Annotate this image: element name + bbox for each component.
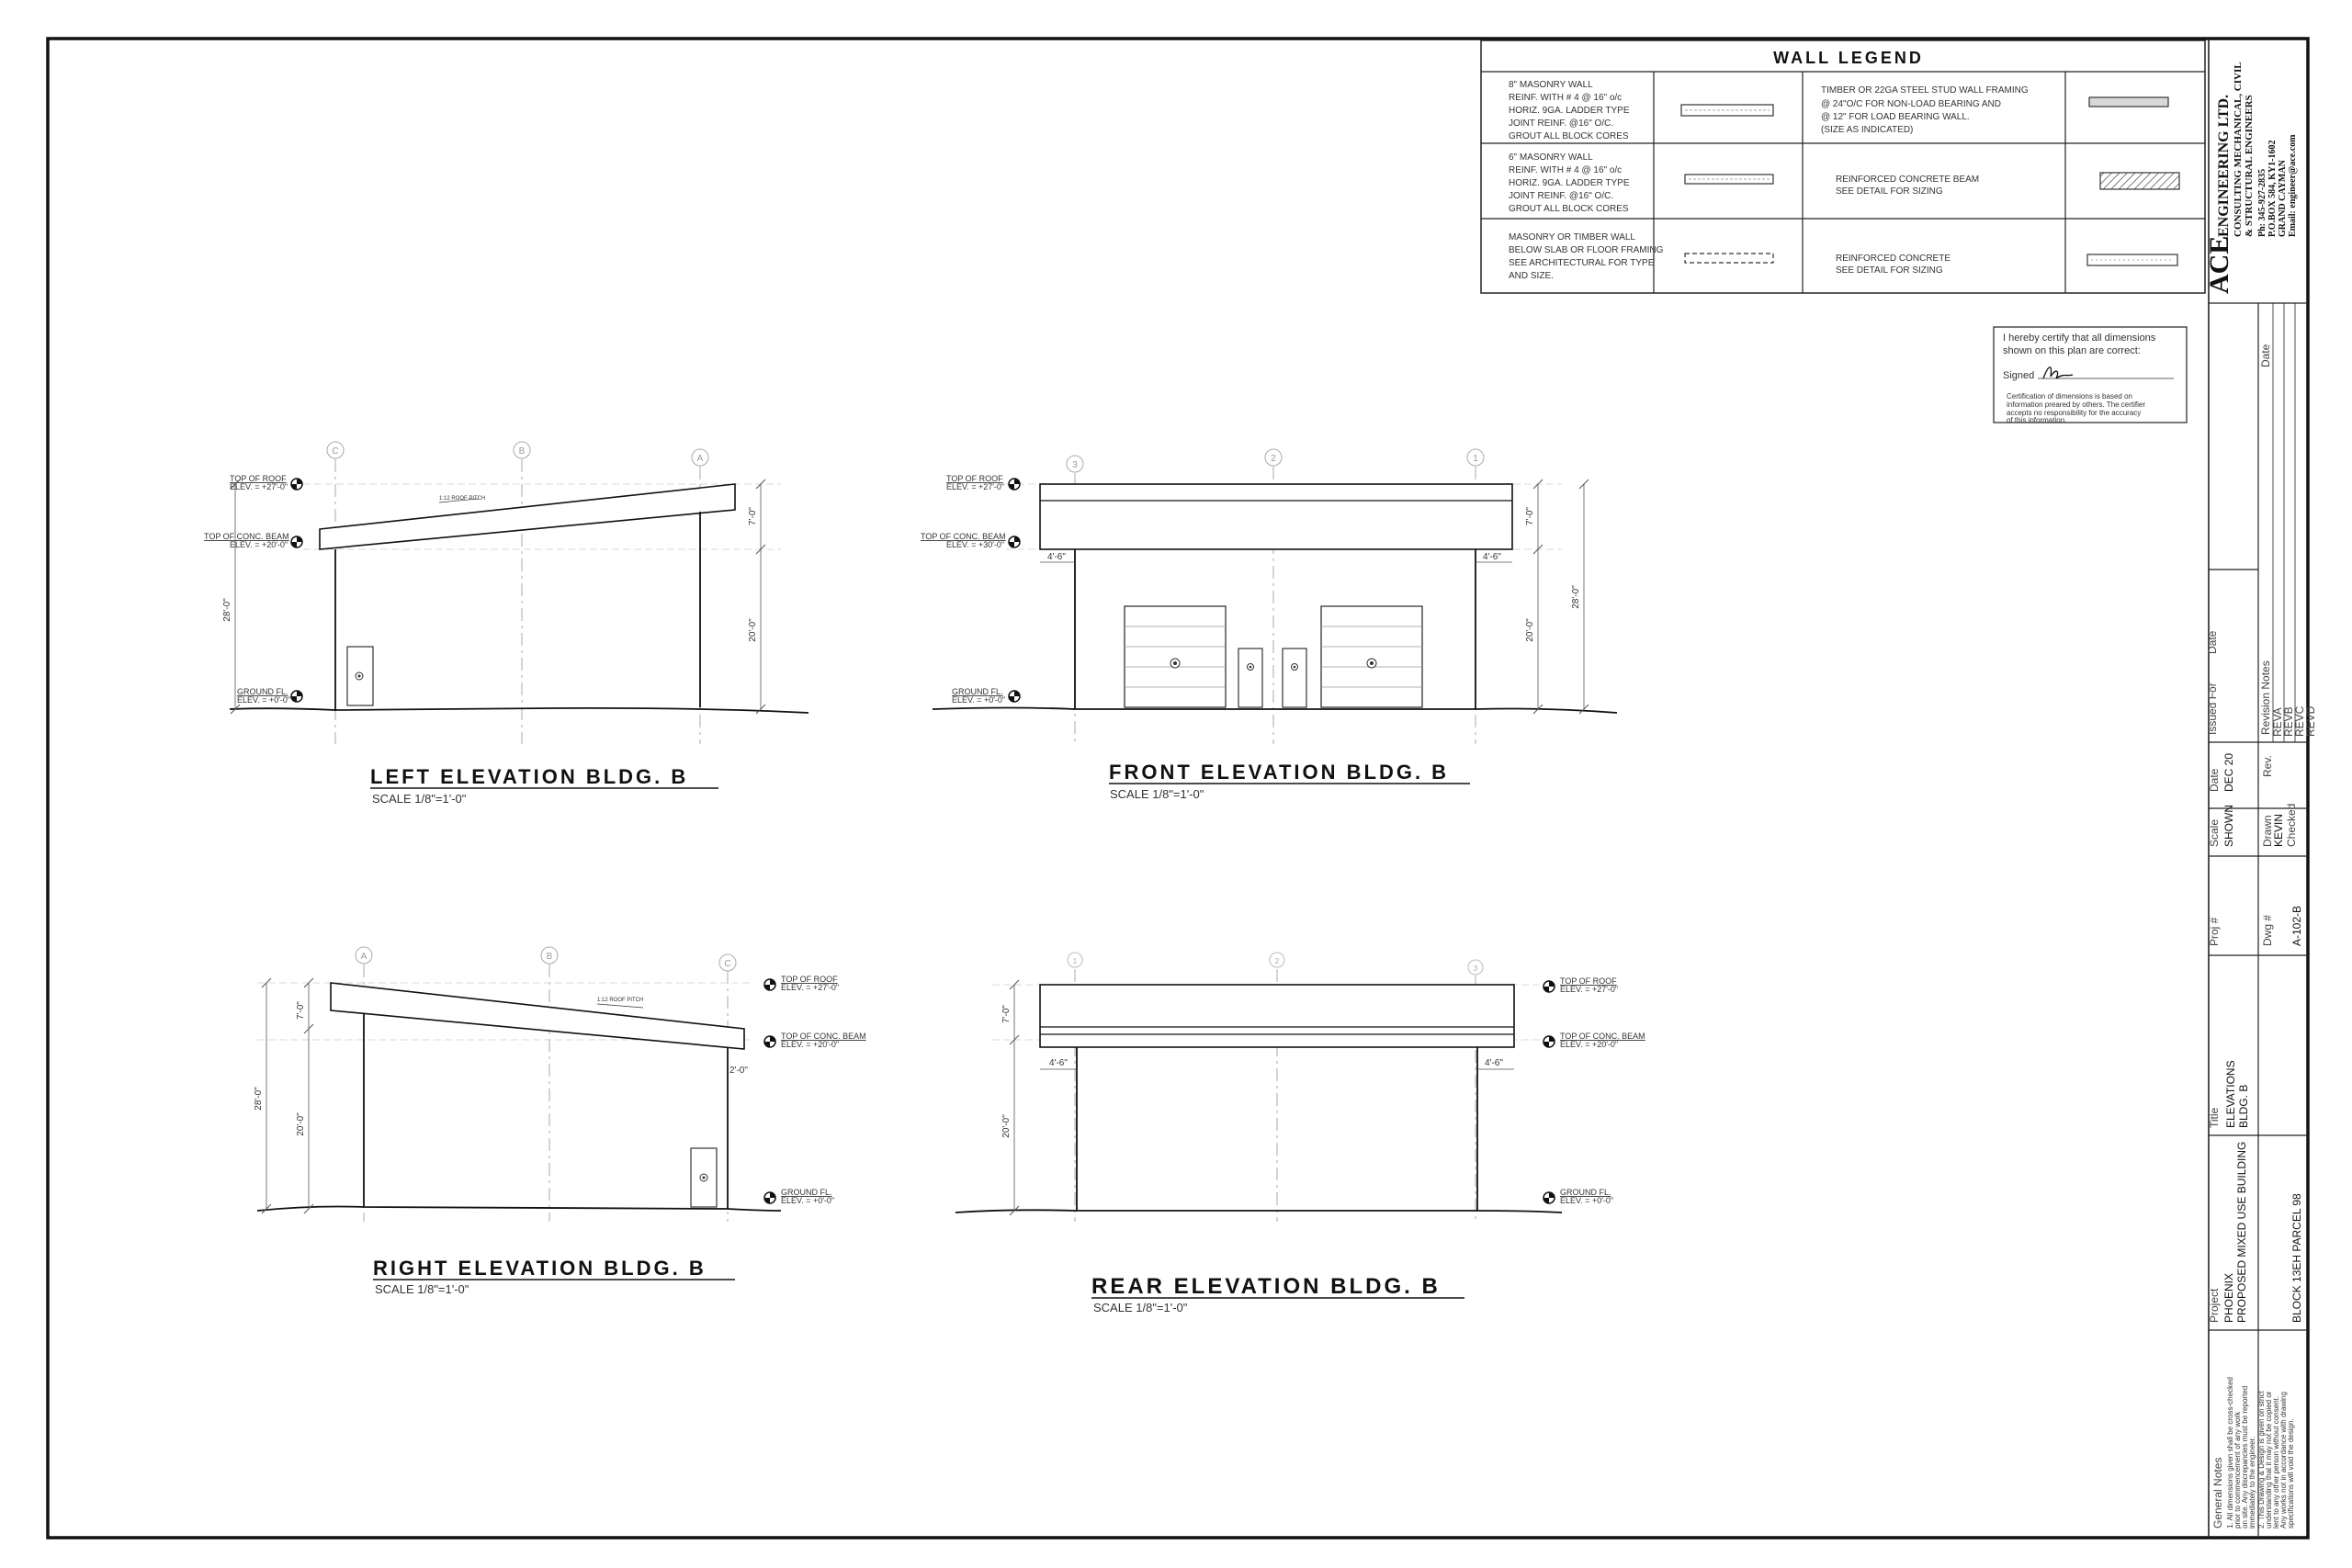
legend-r1-left-4: JOINT REINF. @16" O/C. [1509,118,1614,129]
tb-note-7: lent to any other person without consent. [2272,1395,2280,1529]
left-beam-label: TOP OF CONC. BEAM [204,532,289,541]
left-ground-elev: ELEV. = +0'-0" [237,695,291,705]
tb-date-value: DEC 20 [2222,752,2235,792]
tb-note-2: prior to commencement of any work [2233,1411,2242,1529]
front-garage-door-right [1321,606,1422,707]
front-beam-label: TOP OF CONC. BEAM [921,532,1006,541]
cert-fine-3: accepts no responsibility for the accuracy [2007,409,2142,417]
svg-text:6" MASONRY WALL [1509,152,1593,163]
legend-r1-right-4: (SIZE AS INDICATED) [1821,125,1914,135]
front-garage-door-left [1125,606,1226,707]
right-ground-label: GROUND FL. [781,1188,832,1197]
svg-text:REINF. WITH # 4 @ 16" o/c [1509,165,1622,175]
tb-issued-for-label: Issued For [2206,682,2219,735]
tb-note-6: understanding that it may not be copied or [2265,1391,2273,1529]
left-roof-elev: ELEV. = +27'-0" [230,482,288,491]
legend-r1-right-1: TIMBER OR 22GA STEEL STUD WALL FRAMING [1821,85,2029,96]
firm-name-rest: ENGINEERING LTD. [2216,94,2232,237]
left-elevation-scale: SCALE 1/8"=1'-0" [372,792,467,806]
right-roof-elev: ELEV. = +27'-0" [781,983,840,992]
cert-line-2: shown on this plan are correct: [2003,345,2141,356]
firm-line-5: GRAND CAYMAN [2278,160,2288,237]
rear-grid-3: 3 [1473,964,1478,973]
right-beam-elev: ELEV. = +20'-0" [781,1040,840,1049]
tb-note-1: 1. All dimensions given shall be cross-checked [2226,1377,2234,1529]
rear-dim-upper: 7'-0" [1001,1005,1012,1023]
tb-title-line-1: ELEVATIONS [2224,1060,2237,1128]
legend-r3-left-4: AND SIZE. [1509,271,1554,281]
right-dim-side: 2'-0" [729,1066,748,1076]
front-elevation [921,449,1617,801]
front-dim-total: 28'-0" [1571,585,1581,609]
certification-box [1994,327,2187,424]
legend-r3-right-2: SEE DETAIL FOR SIZING [1836,265,1943,276]
svg-text:@ 24"O/C FOR NON-LOAD BEARING [1821,99,2001,109]
tb-note-3: on site. Any discrepancies must be reported [2241,1385,2249,1529]
tb-notes-label: General Notes [2211,1457,2224,1529]
right-roof-slab [331,983,744,1049]
tb-note-4: immediately to the engineer. [2248,1436,2256,1529]
legend-r1-left-2: REINF. WITH # 4 @ 16" o/c [1509,93,1623,103]
tb-revision-notes-label: Revision Notes [2259,660,2272,735]
front-overhang-left: 4'-6" [1047,552,1066,562]
legend-r1-left-3: HORIZ. 9GA. LADDER TYPE [1509,106,1630,116]
svg-text:SEE DETAIL FOR SIZING [1836,265,1943,276]
tb-drawn-value: KEVIN [2272,813,2285,847]
tb-project-line-1: PHOENIX [2222,1272,2235,1323]
legend-swatch-concrete-beam [2100,173,2179,189]
front-grid-3: 3 [1072,460,1078,470]
rear-elevation-scale: SCALE 1/8"=1'-0" [1093,1301,1188,1314]
svg-text:REINF. WITH # 4 @ 16" o/c [1509,93,1622,103]
rear-dim-lower: 20'-0" [1001,1114,1012,1138]
legend-r3-left-3: SEE ARCHITECTURAL FOR TYPE [1509,258,1655,268]
tb-drawn-label: Drawn [2261,815,2274,847]
svg-text:AND SIZE. [1509,271,1554,281]
tb-rev-d: REVD [2304,705,2317,737]
svg-text:REINFORCED CONCRETE BEAM [1836,175,1979,185]
legend-r3-left-2: BELOW SLAB OR FLOOR FRAMING [1509,245,1664,255]
svg-text:HORIZ. 9GA. LADDER TYPE [1509,178,1630,188]
tb-rev-c: REVC [2293,705,2306,737]
rear-roof-label: TOP OF ROOF [1560,976,1617,986]
left-dim-lower: 20'-0" [748,618,758,642]
right-beam-label: TOP OF CONC. BEAM [781,1032,866,1041]
left-grid-b: B [518,446,526,457]
tb-scale-label: Scale [2208,818,2221,847]
right-ground-elev: ELEV. = +0'-0" [781,1196,835,1205]
tb-note-5: 2. This Drawing & Design is given on strict [2257,1391,2266,1529]
front-overhang-right: 4'-6" [1483,552,1501,562]
svg-text:MASONRY OR TIMBER WALL [1509,232,1635,243]
firm-name: ACE [2204,235,2234,294]
front-roof-fascia [1040,484,1512,549]
right-grid-c: C [724,959,731,969]
left-ground-label: GROUND FL. [237,687,288,696]
cert-signed-label: Signed [2003,370,2035,381]
rear-ground-label: GROUND FL. [1560,1188,1611,1197]
tb-date-col-label: Date [2259,344,2272,367]
rear-ground-elev: ELEV. = +0'-0" [1560,1196,1614,1205]
tb-note-8: Any works not in accordance with drawing [2279,1392,2288,1529]
title-block [2204,39,2317,1538]
right-roof-label: TOP OF ROOF [781,975,838,984]
legend-title: WALL LEGEND [1773,49,1924,67]
left-dim-total: 28'-0" [222,598,232,622]
firm-line-3: Ph: 345-927-2835 [2257,168,2267,237]
tb-project-line-3: BLOCK 13EH PARCEL 98 [2290,1193,2303,1323]
front-man-door-left [1238,649,1262,707]
firm-line-2: & STRUCTURAL ENGINEERS [2244,95,2255,237]
svg-text:JOINT REINF. @16" O/C. [1509,191,1613,201]
tb-dwg-label: Dwg # [2261,914,2274,946]
right-dim-upper: 7'-0" [296,1001,306,1020]
legend-r1-right-2: @ 24"O/C FOR NON-LOAD BEARING AND [1821,99,2001,109]
rear-roof-elev: ELEV. = +27'-0" [1560,985,1619,994]
rear-elevation-title: REAR ELEVATION BLDG. B [1091,1274,1441,1299]
svg-text:SEE DETAIL FOR SIZING [1836,186,1943,197]
svg-text:GROUT ALL BLOCK CORES [1509,131,1629,141]
tb-note-9: specifications will void the design. [2287,1418,2295,1529]
svg-text:SEE ARCHITECTURAL FOR TYPE [1509,258,1655,268]
svg-text:ACE [2204,236,2234,294]
svg-text:HORIZ. 9GA. LADDER TYPE [1509,106,1630,116]
tb-checked-label: Checked [2285,803,2298,847]
right-pitch-note: 1:12 ROOF PITCH [597,998,644,1003]
svg-text:JOINT REINF. @16" O/C. [1509,118,1613,129]
tb-date-value-label: Date [2208,768,2221,792]
rear-grid-2: 2 [1274,957,1280,965]
svg-text:GROUT ALL BLOCK CORES [1509,204,1629,214]
rear-beam-label: TOP OF CONC. BEAM [1560,1032,1645,1041]
tb-title-line-2: BLDG. B [2237,1084,2250,1128]
left-pitch-note: 1:12 ROOF PITCH [439,496,486,502]
firm-line-6: Email: engineer@ace.com [2288,134,2298,237]
wall-legend [1481,40,2205,293]
cert-fine-2: information preared by others. The certifier [2007,400,2146,409]
legend-r2-left-2: REINF. WITH # 4 @ 16" o/c [1509,165,1623,175]
svg-text:REINFORCED CONCRETE [1836,254,1951,264]
tb-rev-b: REVB [2282,706,2295,737]
rear-elevation [956,953,1645,1314]
legend-r1-left-1: 8" MASONRY WALL [1509,80,1593,90]
legend-r1-left-5: GROUT ALL BLOCK CORES [1509,131,1629,141]
rear-overhang-right: 4'-6" [1485,1058,1503,1068]
right-grid-b: B [546,952,553,962]
front-elevation-scale: SCALE 1/8"=1'-0" [1110,787,1204,801]
left-grid-c: C [332,446,339,457]
tb-rev-label: Rev. [2261,755,2274,777]
firm-line-1: CONSULTING MECHANICAL, CIVIL [2233,62,2244,237]
svg-text:8" MASONRY WALL [1509,80,1593,90]
front-man-door-right [1283,649,1306,707]
front-elevation-title: FRONT ELEVATION BLDG. B [1109,761,1450,784]
front-dim-lower: 20'-0" [1525,618,1535,642]
left-ground-line [230,708,808,713]
left-beam-elev: ELEV. = +20'-0" [230,540,288,549]
rear-grid-1: 1 [1072,957,1078,965]
cert-line-1: I hereby certify that all dimensions [2003,333,2156,344]
legend-r2-left-5: GROUT ALL BLOCK CORES [1509,204,1629,214]
left-roof-slab [320,484,735,549]
front-grid-1: 1 [1473,454,1478,464]
svg-text:TIMBER OR 22GA STEEL STUD WALL [1821,85,2029,96]
legend-r1-right-3: @ 12" FOR LOAD BEARING WALL. [1821,112,1970,122]
tb-project-label: Project [2208,1288,2221,1323]
tb-dwg-value: A-102-B [2290,905,2303,946]
front-dim-upper: 7'-0" [1525,507,1535,525]
front-beam-elev: ELEV. = +30'-0" [946,540,1005,549]
cert-fine-4: of this information. [2007,416,2067,424]
left-dim-upper: 7'-0" [748,507,758,525]
tb-proj-label: Proj # [2208,917,2221,946]
legend-r3-left-1: MASONRY OR TIMBER WALL [1509,232,1635,243]
left-grid-a: A [696,454,704,464]
left-roof-label: TOP OF ROOF [230,474,287,483]
left-elevation [204,442,808,806]
right-elevation [254,947,866,1296]
left-elevation-title: LEFT ELEVATION BLDG. B [370,765,689,788]
svg-text:@ 12" FOR LOAD BEARING WALL. [1821,112,1970,122]
front-ground-label: GROUND FL. [952,687,1003,696]
legend-r2-right-1: REINFORCED CONCRETE BEAM [1836,175,1980,185]
tb-rev-a: REVA [2271,707,2284,737]
svg-text:BELOW SLAB OR FLOOR FRAMING [1509,245,1664,255]
cert-fine-1: Certification of dimensions is based on [2007,392,2132,400]
legend-r2-right-2: SEE DETAIL FOR SIZING [1836,186,1943,197]
tb-scale-value: SHOWN [2222,805,2235,847]
front-ground-line [933,708,1617,714]
tb-project-line-2: PROPOSED MIXED USE BUILDING [2235,1141,2248,1323]
legend-r2-left-4: JOINT REINF. @16" O/C. [1509,191,1614,201]
front-roof-elev: ELEV. = +27'-0" [946,482,1005,491]
right-elevation-title: RIGHT ELEVATION BLDG. B [373,1257,707,1280]
rear-roof-fascia [1040,985,1514,1047]
front-ground-elev: ELEV. = +0'-0" [952,695,1006,705]
right-dim-lower: 20'-0" [296,1112,306,1136]
legend-r2-left-1: 6" MASONRY WALL [1509,152,1593,163]
legend-r2-left-3: HORIZ. 9GA. LADDER TYPE [1509,178,1630,188]
tb-title-label: Title [2208,1107,2221,1128]
right-elevation-scale: SCALE 1/8"=1'-0" [375,1282,469,1296]
legend-r3-right-1: REINFORCED CONCRETE [1836,254,1951,264]
legend-swatch-stud-wall [2089,97,2168,107]
firm-line-4: P.O.BOX 584, KY1-1602 [2267,140,2278,237]
rear-beam-elev: ELEV. = +20'-0" [1560,1040,1619,1049]
right-grid-a: A [360,952,368,962]
tb-date-label: Date [2206,630,2219,654]
front-roof-label: TOP OF ROOF [946,474,1003,483]
svg-text:(SIZE AS INDICATED) [1821,125,1913,135]
right-dim-total: 28'-0" [254,1087,264,1111]
front-grid-2: 2 [1271,454,1276,464]
rear-overhang-left: 4'-6" [1049,1058,1068,1068]
rear-ground-line [956,1210,1562,1213]
